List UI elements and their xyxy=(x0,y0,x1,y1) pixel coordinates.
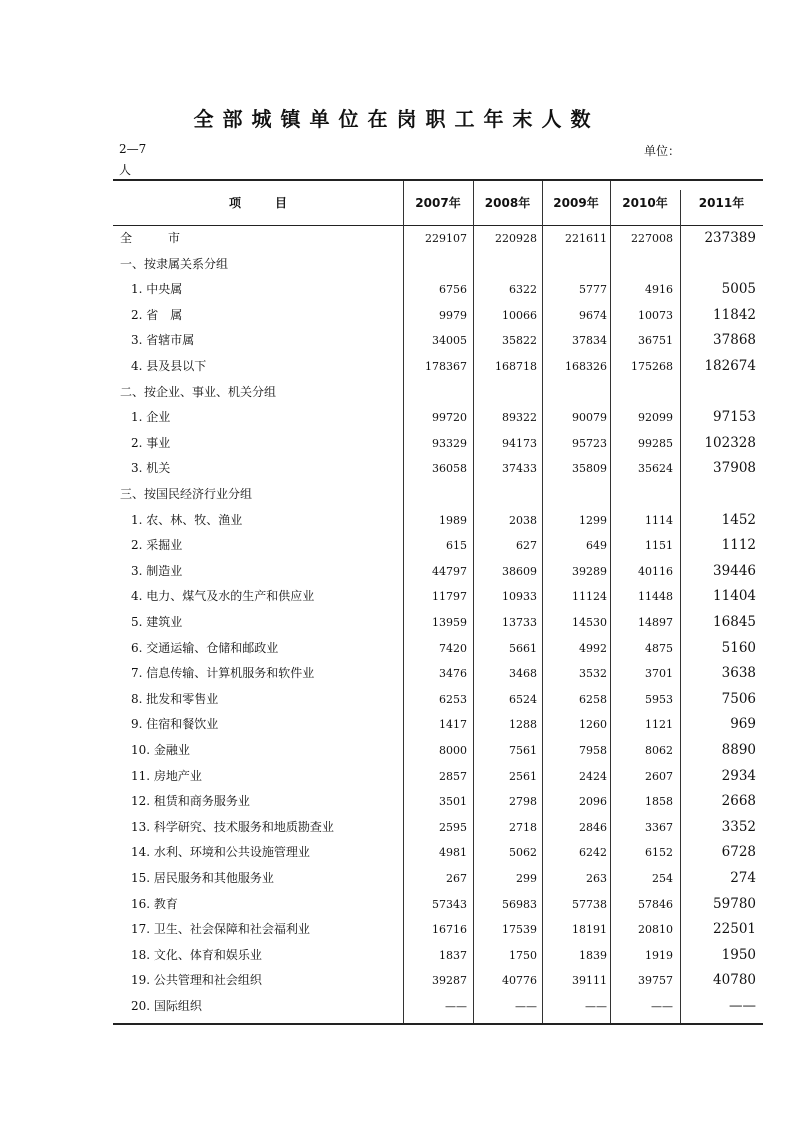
cell-value: 22501 xyxy=(713,921,756,938)
cell-value: 2607 xyxy=(645,769,673,783)
row-label: 2. 事业 xyxy=(131,435,171,450)
cell-value: 6524 xyxy=(509,692,537,706)
page-title: 全部城镇单位在岗职工年末人数 xyxy=(193,107,600,131)
cell-value: 7506 xyxy=(721,690,756,707)
table-row xyxy=(113,764,763,790)
row-label: 18. 文化、体育和娱乐业 xyxy=(131,947,262,962)
table-row xyxy=(113,994,763,1020)
cell-value: 7420 xyxy=(439,641,467,655)
row-label: 13. 科学研究、技术服务和地质勘查业 xyxy=(131,819,334,834)
cell-value: 57738 xyxy=(572,897,607,911)
cell-value: 36058 xyxy=(432,462,467,476)
cell-value xyxy=(609,380,673,406)
row-label: 一、按隶属关系分组 xyxy=(120,256,229,271)
cell-value: 5160 xyxy=(721,639,756,656)
header-item xyxy=(113,181,403,225)
table-row xyxy=(113,712,763,738)
cell-value: 6756 xyxy=(439,283,467,297)
cell-value: 40776 xyxy=(502,974,537,988)
cell-value: 1121 xyxy=(645,718,673,732)
cell-value: 92099 xyxy=(638,411,673,425)
cell-value: 1288 xyxy=(509,718,537,732)
cell-value: 39111 xyxy=(572,974,607,988)
cell-value: 95723 xyxy=(572,436,607,450)
cell-value: 1750 xyxy=(509,948,537,962)
cell-value xyxy=(609,252,673,278)
cell-value: 56983 xyxy=(502,897,537,911)
cell-value: 6258 xyxy=(579,692,607,706)
cell-value: 9674 xyxy=(579,308,607,322)
cell-value: 2038 xyxy=(509,513,537,527)
cell-value: 17539 xyxy=(502,923,537,937)
table-row xyxy=(113,866,763,892)
cell-value: 13733 xyxy=(502,616,537,629)
row-label: 12. 租赁和商务服务业 xyxy=(131,794,250,809)
cell-value: 40116 xyxy=(638,564,673,578)
cell-value: 44797 xyxy=(432,564,467,578)
cell-value: 39757 xyxy=(638,974,673,988)
unit-value: 人 xyxy=(119,163,132,177)
cell-value xyxy=(403,380,467,406)
cell-value: 93329 xyxy=(432,436,467,450)
row-label: 8. 批发和零售业 xyxy=(131,691,219,706)
table-row xyxy=(113,815,763,841)
table-row xyxy=(113,354,763,380)
table-row xyxy=(113,687,763,713)
cell-value: 3367 xyxy=(645,820,673,834)
cell-value: 4992 xyxy=(579,641,607,655)
cell-value xyxy=(543,482,607,508)
cell-value: 7958 xyxy=(579,744,607,757)
cell-value: 1858 xyxy=(645,795,673,809)
cell-value: 5005 xyxy=(721,281,756,298)
table-row xyxy=(113,584,763,610)
cell-value: 6152 xyxy=(645,846,673,860)
table-row xyxy=(113,405,763,431)
cell-value: 3532 xyxy=(579,667,607,681)
cell-value: 1151 xyxy=(645,539,673,553)
row-label: 15. 居民服务和其他服务业 xyxy=(131,871,274,885)
cell-value: 94173 xyxy=(502,436,537,450)
cell-value: —— xyxy=(515,1000,537,1013)
table-row xyxy=(113,303,763,329)
cell-value: 2718 xyxy=(509,820,537,834)
cell-value: 37433 xyxy=(502,462,537,476)
row-label: 二、按企业、事业、机关分组 xyxy=(120,384,277,399)
table-bottom-rule xyxy=(113,1023,763,1025)
cell-value: 1989 xyxy=(439,513,467,527)
cell-value: 2424 xyxy=(579,769,607,783)
cell-value xyxy=(609,482,673,508)
cell-value: 969 xyxy=(730,716,756,733)
row-label: 9. 住宿和餐饮业 xyxy=(131,717,219,732)
header-year: 2008年 xyxy=(484,196,531,210)
cell-value: 10073 xyxy=(638,308,673,322)
cell-value: 13959 xyxy=(432,616,467,629)
cell-value: 1299 xyxy=(579,513,607,527)
cell-value: 1919 xyxy=(645,948,673,962)
cell-value: 37834 xyxy=(572,334,607,348)
cell-value: 39446 xyxy=(713,562,756,579)
cell-value: 37908 xyxy=(713,460,756,477)
cell-value: 8000 xyxy=(439,744,467,757)
table-row xyxy=(113,738,763,764)
cell-value: 2668 xyxy=(721,793,756,810)
cell-value: 11448 xyxy=(638,590,673,604)
cell-value xyxy=(679,380,756,406)
cell-value: —— xyxy=(585,1000,607,1013)
row-label: 14. 水利、环境和公共设施管理业 xyxy=(131,845,310,860)
cell-value: 14897 xyxy=(638,616,673,629)
cell-value: 10933 xyxy=(502,590,537,604)
cell-value: 2934 xyxy=(721,767,756,784)
table-row xyxy=(113,456,763,482)
cell-value: 3468 xyxy=(509,667,537,681)
cell-value: 2561 xyxy=(509,769,537,783)
cell-value: —— xyxy=(445,1000,467,1013)
table-row xyxy=(113,892,763,918)
cell-value xyxy=(473,482,537,508)
table-row xyxy=(113,636,763,662)
cell-value: 11404 xyxy=(713,588,756,605)
header-item-right: 目 xyxy=(275,196,288,210)
table-row xyxy=(113,661,763,687)
cell-value: 6322 xyxy=(509,283,537,297)
cell-value: 35624 xyxy=(638,462,673,476)
cell-value: 2846 xyxy=(579,820,607,834)
cell-value: 57343 xyxy=(432,897,467,911)
row-label: 全 市 xyxy=(120,231,181,245)
table-row xyxy=(113,968,763,994)
cell-value: 254 xyxy=(652,872,673,885)
row-label: 三、按国民经济行业分组 xyxy=(120,487,253,501)
cell-value: 1114 xyxy=(645,513,673,527)
cell-value: 38609 xyxy=(502,564,537,578)
header-item-left: 项 xyxy=(228,196,241,210)
cell-value: 2857 xyxy=(439,769,467,783)
row-label: 3. 制造业 xyxy=(131,563,183,578)
cell-value xyxy=(679,252,756,278)
cell-value: 1837 xyxy=(439,948,467,962)
cell-value: 263 xyxy=(586,872,607,885)
cell-value: 36751 xyxy=(638,334,673,348)
cell-value: 2096 xyxy=(579,795,607,809)
cell-value: 3476 xyxy=(439,667,467,681)
cell-value: 1839 xyxy=(579,948,607,962)
cell-value: 2595 xyxy=(439,820,467,834)
cell-value: 1417 xyxy=(439,718,467,732)
cell-value xyxy=(473,252,537,278)
cell-value: 11842 xyxy=(713,306,756,323)
cell-value: 175268 xyxy=(631,360,673,373)
cell-value: 16845 xyxy=(713,614,756,630)
cell-value: 99720 xyxy=(432,411,467,425)
row-label: 20. 国际组织 xyxy=(131,999,202,1013)
cell-value: 8062 xyxy=(645,744,673,757)
row-label: 4. 电力、煤气及水的生产和供应业 xyxy=(131,589,315,604)
table-row xyxy=(113,789,763,815)
cell-value: 274 xyxy=(730,870,756,886)
cell-value: 221611 xyxy=(565,232,607,245)
table-row xyxy=(113,482,763,508)
cell-value xyxy=(679,482,756,508)
table-number: 2—7 xyxy=(119,142,147,156)
cell-value xyxy=(403,252,467,278)
cell-value: 35822 xyxy=(502,334,537,348)
cell-value: 99285 xyxy=(638,436,673,450)
cell-value: 16716 xyxy=(432,923,467,937)
table-row xyxy=(113,840,763,866)
cell-value xyxy=(473,380,537,406)
table-row xyxy=(113,610,763,636)
cell-value: 4981 xyxy=(439,846,467,860)
cell-value: 3352 xyxy=(721,818,756,835)
row-label: 16. 教育 xyxy=(131,896,178,911)
cell-value: 1260 xyxy=(579,718,607,732)
cell-value: 5777 xyxy=(579,283,607,297)
cell-value: 5062 xyxy=(509,846,537,860)
cell-value: 39287 xyxy=(432,974,467,988)
cell-value: 34005 xyxy=(432,334,467,348)
cell-value: 627 xyxy=(516,539,537,553)
header-year: 2007年 xyxy=(415,196,461,210)
cell-value: 39289 xyxy=(572,564,607,578)
cell-value: 37868 xyxy=(713,332,756,349)
row-label: 5. 建筑业 xyxy=(131,615,183,629)
row-label: 6. 交通运输、仓储和邮政业 xyxy=(131,640,279,655)
row-label: 2. 省 属 xyxy=(131,307,183,322)
cell-value: 227008 xyxy=(631,232,673,245)
row-label: 3. 机关 xyxy=(131,461,171,476)
cell-value: 220928 xyxy=(495,232,537,245)
cell-value: 59780 xyxy=(713,895,756,912)
cell-value: 299 xyxy=(516,872,537,885)
cell-value: 2798 xyxy=(509,795,537,809)
cell-value: 615 xyxy=(446,539,467,553)
cell-value: 4916 xyxy=(645,283,673,297)
cell-value xyxy=(403,482,467,508)
cell-value: 11124 xyxy=(572,590,607,604)
cell-value: 10066 xyxy=(502,308,537,322)
cell-value: 8890 xyxy=(721,742,756,758)
cell-value: 4875 xyxy=(645,641,673,655)
cell-value: 6728 xyxy=(721,844,756,861)
cell-value: 1452 xyxy=(721,511,756,528)
table-row xyxy=(113,431,763,457)
cell-value: 3501 xyxy=(439,795,467,809)
cell-value: 168718 xyxy=(495,360,537,373)
cell-value: 5953 xyxy=(645,692,673,706)
cell-value: 168326 xyxy=(565,360,607,373)
row-label: 2. 采掘业 xyxy=(131,538,183,553)
cell-value: 89322 xyxy=(502,411,537,425)
cell-value: 1112 xyxy=(721,537,756,554)
cell-value: 237389 xyxy=(704,230,756,246)
row-label: 1. 农、林、牧、渔业 xyxy=(131,512,243,527)
cell-value: 6242 xyxy=(579,846,607,860)
cell-value: 11797 xyxy=(432,590,467,604)
cell-value xyxy=(543,252,607,278)
cell-value: —— xyxy=(651,1000,673,1013)
cell-value: 90079 xyxy=(572,411,607,425)
cell-value: 5661 xyxy=(509,641,537,655)
table-row xyxy=(113,533,763,559)
cell-value: 18191 xyxy=(572,923,607,937)
cell-value: 9979 xyxy=(439,308,467,322)
cell-value: 57846 xyxy=(638,897,673,911)
row-label: 7. 信息传输、计算机服务和软件业 xyxy=(131,666,315,681)
table-row xyxy=(113,943,763,969)
cell-value: 102328 xyxy=(704,434,756,451)
table-row xyxy=(113,380,763,406)
header-year: 2009年 xyxy=(553,196,599,210)
cell-value: 267 xyxy=(446,872,467,885)
table-row xyxy=(113,328,763,354)
cell-value: 1950 xyxy=(721,946,756,963)
cell-value: 229107 xyxy=(425,232,467,245)
cell-value: 182674 xyxy=(704,358,756,374)
cell-value: 3638 xyxy=(721,665,756,682)
table-row xyxy=(113,252,763,278)
header-year: 2011年 xyxy=(698,196,745,210)
cell-value: 3701 xyxy=(645,667,673,681)
table-row xyxy=(113,277,763,303)
table-row xyxy=(113,508,763,534)
row-label: 1. 中央属 xyxy=(131,282,183,297)
cell-value: 20810 xyxy=(638,923,673,937)
unit-label: 单位： xyxy=(644,144,681,158)
cell-value: 178367 xyxy=(425,360,467,373)
table-row xyxy=(113,917,763,943)
cell-value: 649 xyxy=(586,539,607,553)
cell-value: 14530 xyxy=(572,616,607,629)
header-year: 2010年 xyxy=(622,196,668,210)
cell-value: 97153 xyxy=(713,409,756,426)
cell-value: 35809 xyxy=(572,462,607,476)
table-row xyxy=(113,559,763,585)
cell-value: 7561 xyxy=(509,744,537,757)
row-label: 17. 卫生、社会保障和社会福利业 xyxy=(131,922,310,937)
row-label: 19. 公共管理和社会组织 xyxy=(131,973,262,988)
cell-value xyxy=(543,380,607,406)
row-label: 4. 县及县以下 xyxy=(131,359,207,373)
cell-value: 6253 xyxy=(439,692,467,706)
row-label: 10. 金融业 xyxy=(131,743,190,757)
cell-value: —— xyxy=(729,998,756,1014)
row-label: 3. 省辖市属 xyxy=(131,333,195,348)
cell-value: 40780 xyxy=(713,972,756,989)
row-label: 11. 房地产业 xyxy=(131,768,202,783)
row-label: 1. 企业 xyxy=(131,410,171,425)
table-row xyxy=(113,226,763,252)
